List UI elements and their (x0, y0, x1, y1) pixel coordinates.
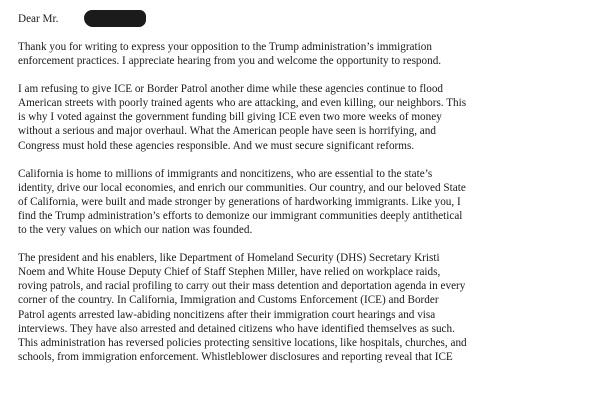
paragraph-line: Patrol agents arrested law-abiding noncitizens after their immigration court hearings and visa (18, 308, 436, 321)
letter-body (18, 12, 586, 378)
paragraph-line: of California, were built and made stronger by generations of hardworking immigrants. Like you, I (18, 195, 461, 208)
paragraph-line: corner of the country. In California, Immigration and Customs Enforcement (ICE) and Border (18, 294, 439, 307)
paragraph-line: California is home to millions of immigrants and noncitizens, who are essential to the state’s (18, 167, 433, 180)
paragraph-line: interviews. They have also arrested and detained citizens who have identified themselves as such. (18, 322, 455, 335)
paragraph-line: to the very values on which our nation was founded. (18, 224, 253, 237)
paragraph-1 (18, 40, 586, 68)
paragraph-line: identity, drive our local economies, and enrich our communities. Our country, and our beloved State (18, 181, 466, 194)
paragraph-line: without a serious and major overhaul. What the American people have seen is horrifying, and (18, 125, 436, 138)
paragraph-line: American streets with poorly trained agents who are attacking, and even killing, our neighbors. This (18, 97, 467, 110)
paragraph-line: I am refusing to give ICE or Border Patrol another dime while these agencies continue to flood (18, 83, 444, 96)
paragraph-line: find the Trump administration’s efforts to demonize our immigrant communities deeply antithetical (18, 209, 463, 222)
paragraph-line: schools, from immigration enforcement. Whistleblower disclosures and reporting reveal that ICE (18, 350, 453, 363)
paragraph-2 (18, 82, 586, 152)
salutation (18, 12, 586, 26)
salutation-text: Dear Mr. (18, 13, 59, 25)
paragraph-line: roving patrols, and racial profiling to carry out their mass detention and deportation agenda in every (18, 280, 466, 293)
paragraph-3 (18, 167, 586, 237)
paragraph-line: Thank you for writing to express your opposition to the Trump administration’s immigration (18, 41, 432, 53)
paragraph-line: Congress must hold these agencies responsible. And we must secure significant reforms. (18, 139, 415, 152)
paragraph-line: enforcement practices. I appreciate hearing from you and welcome the opportunity to respond. (18, 55, 442, 68)
paragraph-line: Noem and White House Deputy Chief of Staff Stephen Miller, have relied on workplace raids, (18, 266, 441, 279)
paragraph-line: is why I voted against the government funding bill giving ICE even two more weeks of money (18, 111, 442, 124)
paragraph-line: The president and his enablers, like Department of Homeland Security (DHS) Secretary Kristi (18, 252, 440, 265)
redacted-name-mark (84, 10, 146, 27)
paragraph-line: This administration has reversed policies protecting sensitive locations, like hospitals, churches, and (18, 336, 467, 349)
paragraph-4 (18, 251, 586, 364)
